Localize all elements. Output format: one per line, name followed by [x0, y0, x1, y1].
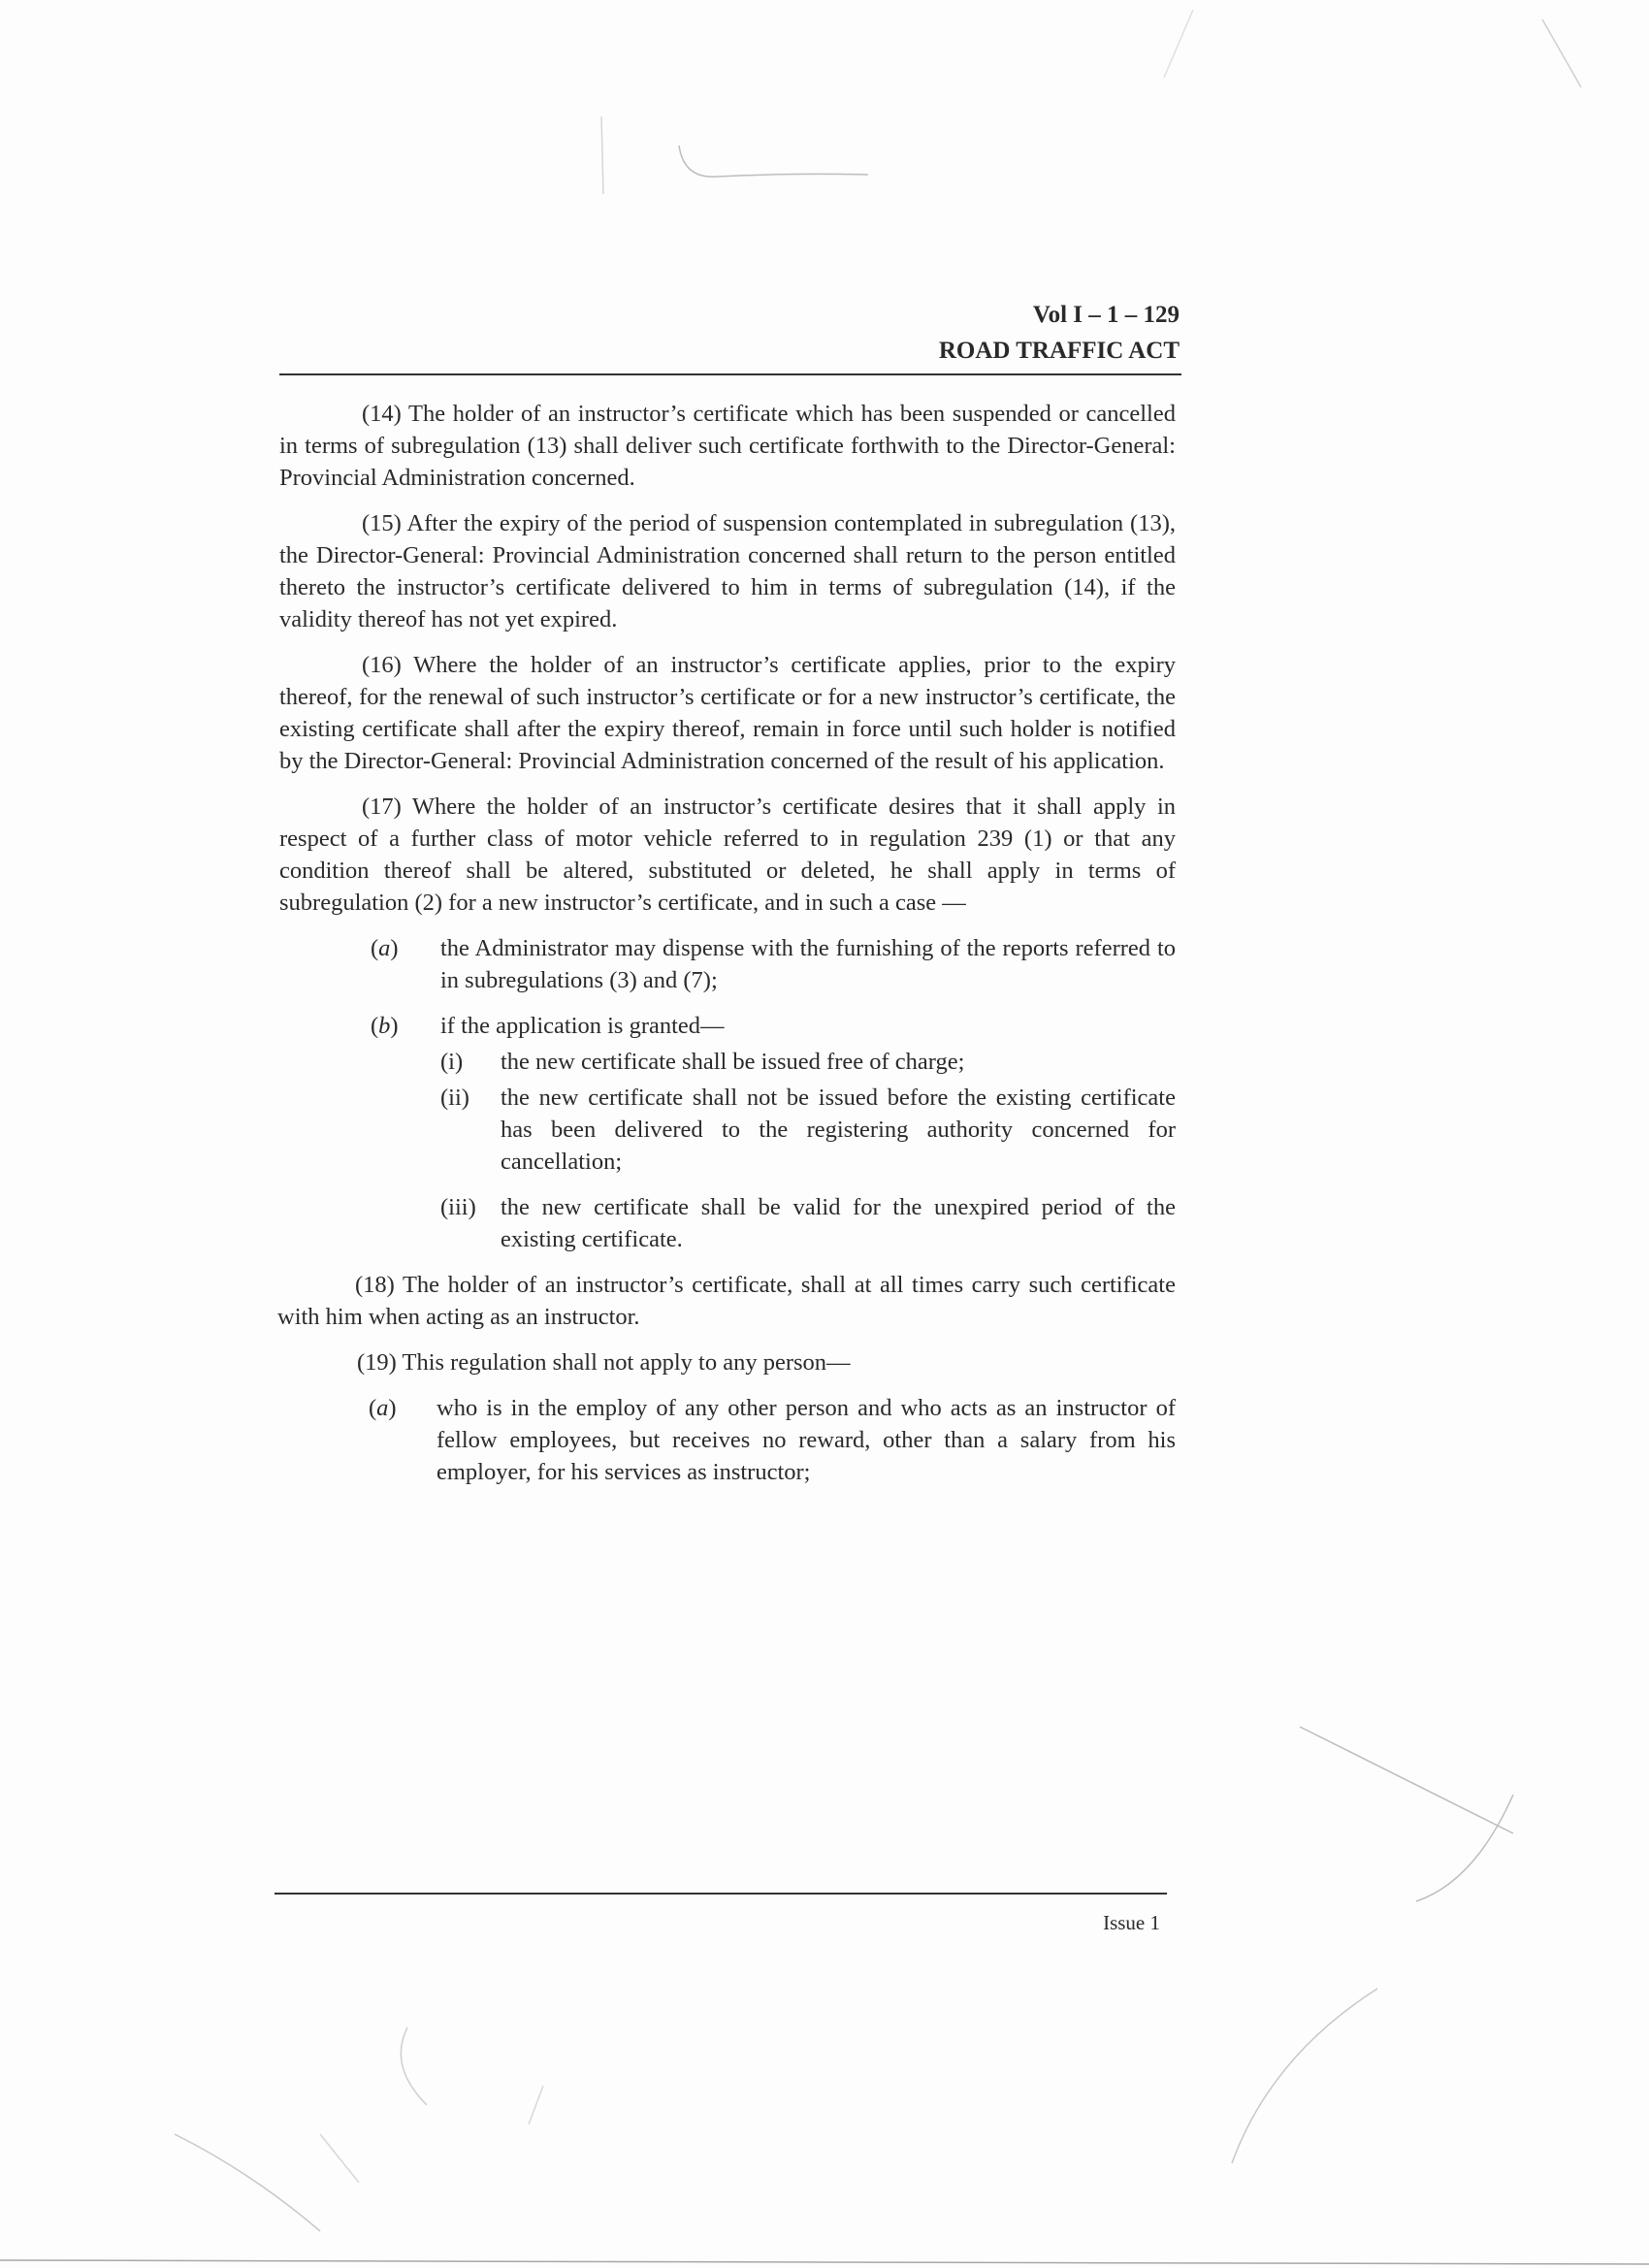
subregulation-17: (17) Where the holder of an instructor’s certificate desires that it shall apply in respect of a further class of motor vehicle referred to in regulation 239 (1) or that any condition thereof shall be altered, substituted or deleted, he shall apply in terms of subregulation (2) for a new instructor’s certificate, and in such a case — — [279, 794, 1176, 916]
item-label: (iii) — [440, 1194, 476, 1220]
subregulation-15: (15) After the expiry of the period of suspension contemplated in subregulation (13), the Director-General: Provincial Administration concerned shall return to the person entitled thereto the instructor’s certificate delivered to him in terms of subregulation (14), if the validity thereof has not yet expired. — [279, 510, 1176, 632]
item-label: (a) — [369, 1395, 397, 1421]
subregulation-17-b-iii — [279, 1191, 1176, 1255]
item-text: the new certificate shall be valid for the unexpired period of the existing certificate. — [501, 1194, 1176, 1252]
item-label: (b) — [371, 1013, 399, 1039]
subregulation-17-b-i — [279, 1046, 1176, 1078]
item-label: (i) — [440, 1049, 464, 1075]
header-divider — [279, 373, 1181, 375]
item-text: the Administrator may dispense with the furnishing of the reports referred to in subregulations (3) and (7); — [440, 935, 1176, 993]
subregulation-17-b — [279, 1010, 1176, 1042]
item-label: (a) — [371, 935, 399, 961]
item-text: the new certificate shall be issued free of charge; — [501, 1049, 965, 1075]
subregulation-17-b-ii — [279, 1082, 1176, 1178]
subregulation-19: (19) This regulation shall not apply to any person— — [357, 1349, 851, 1376]
regulation-text — [279, 398, 1176, 1502]
subregulation-17-a — [279, 932, 1176, 996]
subregulation-16: (16) Where the holder of an instructor’s certificate applies, prior to the expiry thereof, for the renewal of such instructor’s certificate or for a new instructor’s certificate, the existing certificate shall after the expiry thereof, remain in force until such holder is notified by the Director-General: Provincial Administration concerned of the result of his application. — [279, 652, 1176, 774]
subregulation-14: (14) The holder of an instructor’s certificate which has been suspended or cancelled in terms of subregulation (13) shall deliver such certificate forthwith to the Director-General: Provincial Administration concerned. — [279, 401, 1176, 491]
item-text: if the application is granted— — [440, 1013, 725, 1039]
item-label: (ii) — [440, 1085, 469, 1111]
footer-divider — [275, 1893, 1167, 1895]
subregulation-19-a — [279, 1392, 1176, 1488]
page-header — [279, 297, 1180, 369]
item-text: who is in the employ of any other person and who acts as an instructor of fellow employees, but receives no reward, other than a salary from his employer, for his services as instructor; — [436, 1395, 1176, 1485]
subregulation-18: (18) The holder of an instructor’s certificate, shall at all times carry such certificate with him when acting as an instructor. — [277, 1272, 1176, 1330]
act-title: ROAD TRAFFIC ACT — [938, 338, 1180, 364]
item-text: the new certificate shall not be issued before the existing certificate has been delivered to the registering authority concerned for cancellation; — [501, 1085, 1176, 1175]
issue-number: Issue 1 — [1103, 1911, 1160, 1934]
volume-number: Vol I – 1 – 129 — [1032, 302, 1180, 328]
